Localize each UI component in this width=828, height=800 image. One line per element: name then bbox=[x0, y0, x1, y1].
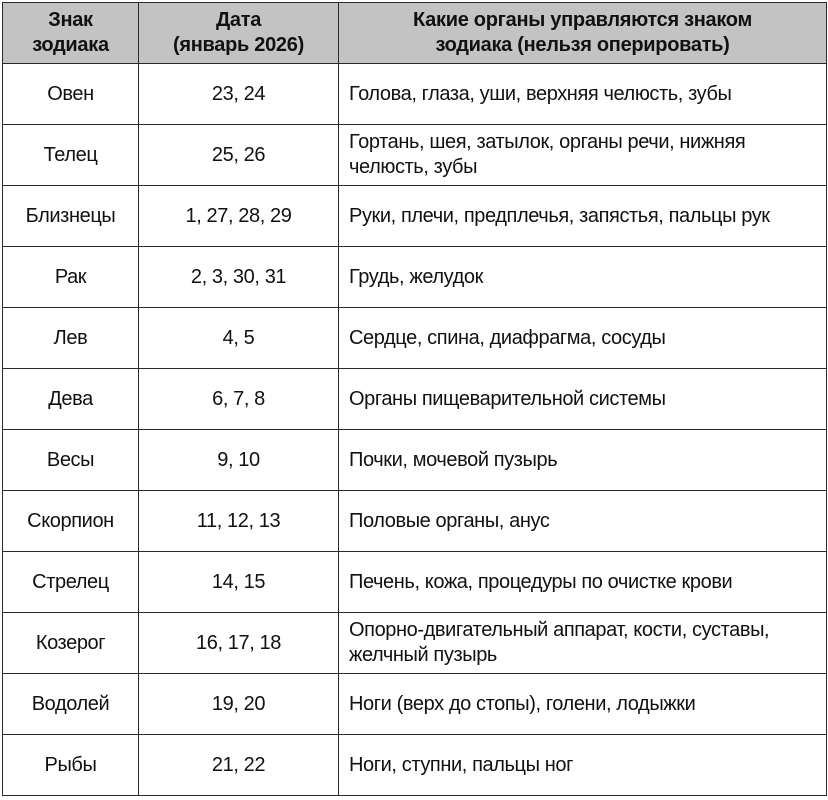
header-organs-line1: Какие органы управляются знаком bbox=[413, 9, 752, 31]
cell-organs: Почки, мочевой пузырь bbox=[339, 430, 827, 491]
table-row bbox=[3, 552, 827, 613]
header-date bbox=[139, 3, 339, 64]
table-row bbox=[3, 430, 827, 491]
cell-organs: Руки, плечи, предплечья, запястья, пальцы рук bbox=[339, 186, 827, 247]
cell-dates: 19, 20 bbox=[139, 674, 339, 735]
cell-dates: 1, 27, 28, 29 bbox=[139, 186, 339, 247]
cell-organs: Грудь, желудок bbox=[339, 247, 827, 308]
header-zodiac-sign bbox=[3, 3, 139, 64]
cell-organs: Опорно-двигательный аппарат, кости, суставы, желчный пузырь bbox=[339, 613, 827, 674]
cell-organs: Ноги (верх до стопы), голени, лодыжки bbox=[339, 674, 827, 735]
cell-sign: Козерог bbox=[3, 613, 139, 674]
table-row bbox=[3, 247, 827, 308]
table-row bbox=[3, 735, 827, 796]
cell-organs: Половые органы, анус bbox=[339, 491, 827, 552]
table-row bbox=[3, 491, 827, 552]
cell-organs: Голова, глаза, уши, верхняя челюсть, зубы bbox=[339, 64, 827, 125]
cell-sign: Стрелец bbox=[3, 552, 139, 613]
cell-sign: Скорпион bbox=[3, 491, 139, 552]
cell-dates: 25, 26 bbox=[139, 125, 339, 186]
cell-dates: 2, 3, 30, 31 bbox=[139, 247, 339, 308]
cell-dates: 16, 17, 18 bbox=[139, 613, 339, 674]
header-row bbox=[3, 3, 827, 64]
cell-sign: Рыбы bbox=[3, 735, 139, 796]
cell-sign: Рак bbox=[3, 247, 139, 308]
header-organs-line2: зодиака (нельзя оперировать) bbox=[435, 34, 730, 56]
cell-dates: 23, 24 bbox=[139, 64, 339, 125]
table-row bbox=[3, 64, 827, 125]
table-row bbox=[3, 613, 827, 674]
cell-dates: 21, 22 bbox=[139, 735, 339, 796]
header-date-line2: (январь 2026) bbox=[173, 34, 304, 56]
header-zodiac-sign-line1: Знак bbox=[48, 9, 93, 31]
header-organs bbox=[339, 3, 827, 64]
cell-dates: 11, 12, 13 bbox=[139, 491, 339, 552]
cell-sign: Дева bbox=[3, 369, 139, 430]
cell-sign: Весы bbox=[3, 430, 139, 491]
cell-dates: 9, 10 bbox=[139, 430, 339, 491]
table-row bbox=[3, 125, 827, 186]
cell-organs: Гортань, шея, затылок, органы речи, нижняя челюсть, зубы bbox=[339, 125, 827, 186]
cell-organs: Органы пищеварительной системы bbox=[339, 369, 827, 430]
header-zodiac-sign-line2: зодиака bbox=[32, 34, 109, 56]
header-date-line1: Дата bbox=[215, 9, 262, 31]
table-row bbox=[3, 186, 827, 247]
cell-sign: Овен bbox=[3, 64, 139, 125]
cell-dates: 6, 7, 8 bbox=[139, 369, 339, 430]
cell-organs: Ноги, ступни, пальцы ног bbox=[339, 735, 827, 796]
table-header bbox=[3, 3, 827, 64]
cell-dates: 4, 5 bbox=[139, 308, 339, 369]
cell-organs: Печень, кожа, процедуры по очистке крови bbox=[339, 552, 827, 613]
cell-sign: Близнецы bbox=[3, 186, 139, 247]
cell-organs: Сердце, спина, диафрагма, сосуды bbox=[339, 308, 827, 369]
cell-dates: 14, 15 bbox=[139, 552, 339, 613]
cell-sign: Водолей bbox=[3, 674, 139, 735]
cell-sign: Телец bbox=[3, 125, 139, 186]
cell-sign: Лев bbox=[3, 308, 139, 369]
zodiac-organs-table bbox=[2, 2, 827, 796]
table-body bbox=[3, 64, 827, 796]
table-row bbox=[3, 674, 827, 735]
table-row bbox=[3, 308, 827, 369]
table-row bbox=[3, 369, 827, 430]
